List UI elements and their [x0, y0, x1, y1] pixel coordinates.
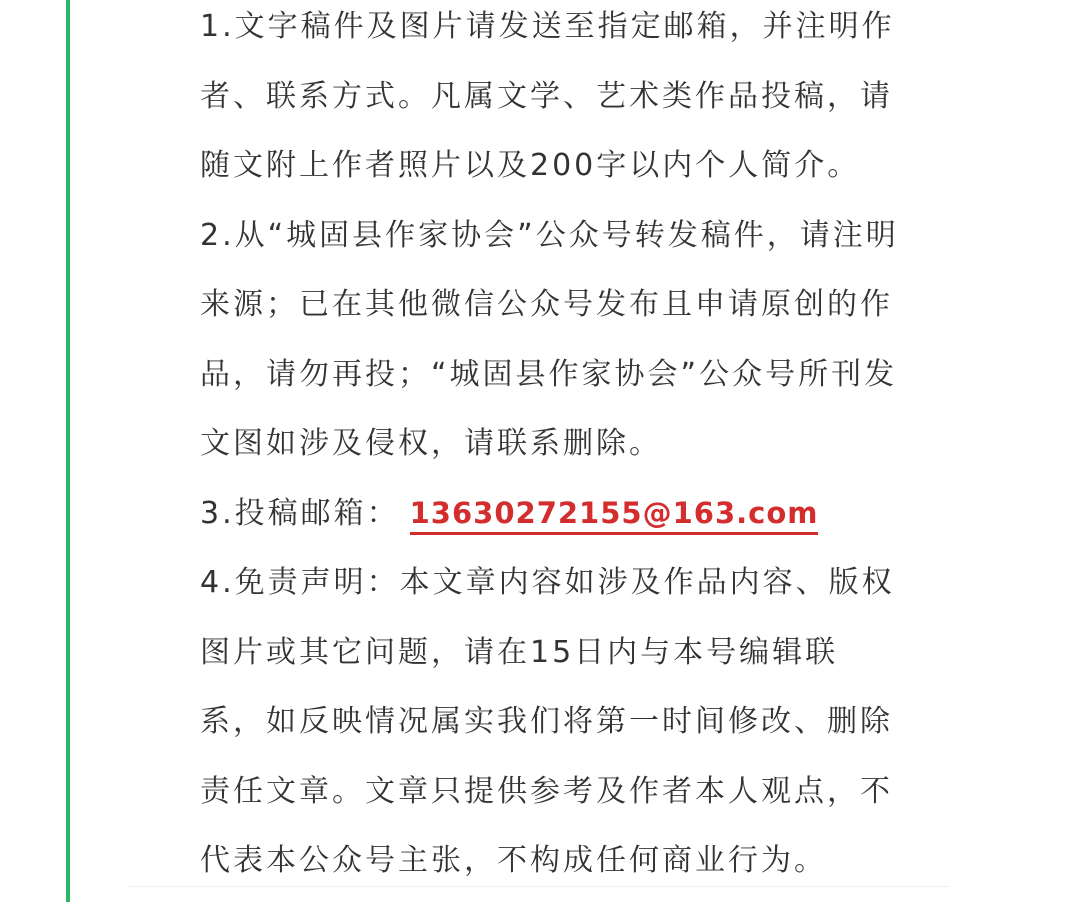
notice-line: 品，请勿再投；“城固县作家协会”公众号所刊发 [200, 356, 898, 392]
email-row [200, 479, 900, 549]
notice-line: 2.从“城固县作家协会”公众号转发稿件，请注明 [200, 217, 899, 253]
notice-line: 1.文字稿件及图片请发送至指定邮箱，并注明作 [200, 9, 895, 44]
email-label: 3.投稿邮箱： [200, 495, 400, 531]
disclaimer-line: 4.免责声明：本文章内容如涉及作品内容、版权 [200, 565, 895, 600]
disclaimer-line: 责任文章。文章只提供参考及作者本人观点，不 [200, 773, 893, 809]
disclaimer-line: 系，如反映情况属实我们将第一时间修改、删除 [200, 704, 893, 739]
notice-line: 者、联系方式。凡属文学、艺术类作品投稿，请 [200, 78, 893, 114]
notice-line: 随文附上作者照片以及200字以内个人简介。 [200, 148, 861, 183]
notice-line: 文图如涉及侵权，请联系删除。 [200, 426, 662, 461]
bottom-divider [128, 886, 950, 887]
submission-email-link[interactable]: 13630272155@163.com [410, 496, 819, 535]
notice-line: 来源；已在其他微信公众号发布且申请原创的作 [200, 287, 893, 322]
disclaimer-line: 图片或其它问题，请在15日内与本号编辑联 [200, 634, 839, 670]
submission-notice [200, 0, 900, 896]
disclaimer-line: 代表本公众号主张，不构成任何商业行为。 [200, 843, 827, 878]
quote-accent-bar [66, 0, 70, 902]
